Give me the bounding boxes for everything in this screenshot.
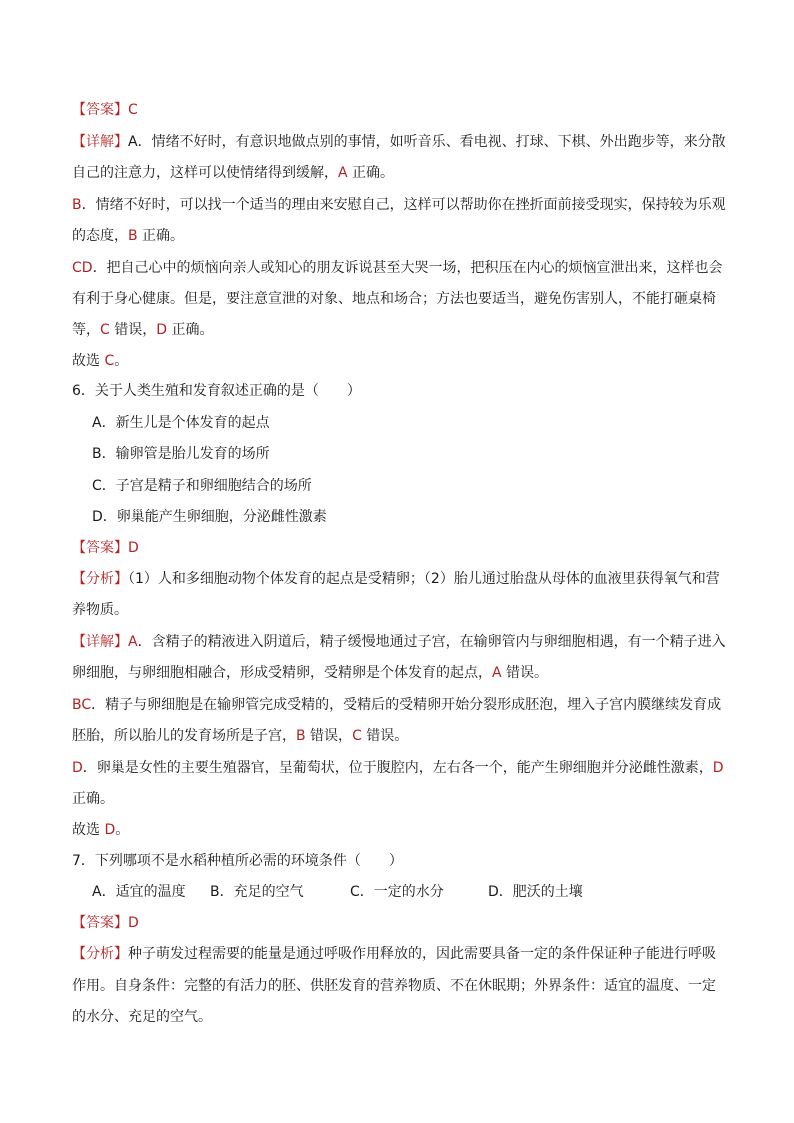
option-text: D．肥沃的土壤 (488, 884, 583, 900)
detail-text: 自己的注意力，这样可以使情绪得到缓解， (72, 165, 338, 181)
detail-tag: 【详解】 (72, 134, 128, 150)
option-letter: C (104, 353, 115, 369)
q6-option-c (92, 476, 312, 496)
detail-tag: 【详解】 (72, 634, 128, 650)
option-letter: CD (72, 260, 93, 276)
q5-detail-line-2 (72, 163, 394, 183)
q5-cd-line-1 (72, 258, 723, 278)
select-text: 。 (115, 822, 130, 838)
option-letter: B (128, 228, 138, 244)
q7-option-d (488, 882, 583, 902)
option-text: A．适宜的温度 (92, 884, 186, 900)
detail-text: ．精子与卵细胞是在输卵管完成受精的，受精后的受精卵开始分裂形成胚泡，埋入子宫内膜继续发育成 (91, 697, 722, 713)
analysis-text: 种子萌发过程需要的能量是通过呼吸作用释放的，因此需要具备一定的条件保证种子能进行呼吸 (128, 946, 716, 962)
option-letter: D (712, 760, 724, 776)
answer-tag: 【答案】 (72, 915, 128, 931)
detail-text: 有利于身心健康。但是，要注意宣泄的对象、地点和场合；方法也要适当，避免伤害别人，不能打砸桌椅 (72, 291, 716, 307)
q7-answer-line (72, 913, 139, 933)
option-text: D．卵巢能产生卵细胞，分泌雌性激素 (92, 509, 327, 525)
q6-detail-line-2 (72, 663, 548, 683)
q6-option-b (92, 444, 270, 464)
option-letter: B (296, 728, 306, 744)
q7-option-c (350, 882, 444, 902)
question-stem: 7．下列哪项不是水稻种植所必需的环境条件（ ） (72, 853, 403, 869)
detail-text: A．情绪不好时，有意识地做点别的事情，如听音乐、看电视、打球、下棋、外出跑步等，来分散 (128, 134, 726, 150)
option-text: C．一定的水分 (350, 884, 444, 900)
analysis-tag: 【分析】 (72, 946, 128, 962)
q6-analysis-line-1 (72, 569, 720, 589)
q6-option-d (92, 507, 327, 527)
select-text: 。 (114, 353, 129, 369)
q6-stem (72, 381, 361, 401)
q6-analysis-line-2 (72, 600, 128, 620)
option-letter: A (128, 634, 138, 650)
q7-analysis-line-1 (72, 944, 716, 964)
analysis-text: 作用。自身条件：完整的有活力的胚、供胚发育的营养物质、不在休眠期；外界条件：适宜的温度、一定 (72, 978, 716, 994)
detail-text: 正确。 (72, 791, 114, 807)
question-stem: 6．关于人类生殖和发育叙述正确的是（ ） (72, 383, 361, 399)
detail-text: 卵细胞，与卵细胞相融合，形成受精卵，受精卵是个体发育的起点， (72, 665, 492, 681)
q6-bc-line-2 (72, 726, 408, 746)
q6-bc-line-1 (72, 695, 721, 715)
option-letter: B (72, 197, 82, 213)
detail-text: 正确。 (347, 165, 395, 181)
option-letter: D (104, 822, 116, 838)
q7-analysis-line-3 (72, 1007, 212, 1027)
answer-value: D (128, 915, 139, 931)
option-letter: C (100, 322, 110, 338)
q6-d-line-1 (72, 758, 724, 778)
option-letter: D (156, 322, 168, 338)
q5-answer-line (72, 100, 138, 120)
select-text: 故选 (72, 353, 105, 369)
detail-text: ．含精子的精液进入阴道后，精子缓慢地通过子宫，在输卵管内与卵细胞相遇，有一个精子进入 (137, 634, 726, 650)
q7-analysis-line-2 (72, 976, 716, 996)
detail-text: 错误， (305, 728, 353, 744)
detail-text: 错误。 (501, 665, 549, 681)
q5-b-line-1 (72, 195, 726, 215)
select-text: 故选 (72, 822, 105, 838)
detail-text: 正确。 (137, 228, 185, 244)
option-text: A．新生儿是个体发育的起点 (92, 415, 270, 431)
option-letter: A (492, 665, 502, 681)
detail-text: 错误。 (361, 728, 409, 744)
detail-text: 胚胎，所以胎儿的发育场所是子宫， (72, 728, 296, 744)
option-letter: BC (72, 697, 92, 713)
option-letter: D (72, 760, 83, 776)
option-letter: A (338, 165, 348, 181)
q7-option-b (210, 882, 304, 902)
detail-text: ．卵巢是女性的主要生殖器官，呈葡萄状，位于腹腔内，左右各一个，能产生卵细胞并分泌雌性激素， (82, 760, 713, 776)
answer-tag: 【答案】 (72, 540, 128, 556)
option-text: B．输卵管是胎儿发育的场所 (92, 446, 270, 462)
q5-b-line-2 (72, 226, 184, 246)
detail-text: 的态度， (72, 228, 128, 244)
q5-cd-line-2 (72, 289, 716, 309)
detail-text: 正确。 (167, 322, 214, 338)
q5-cd-line-3 (72, 320, 213, 340)
q6-detail-line-1 (72, 632, 726, 652)
analysis-text: （1）人和多细胞动物个体发育的起点是受精卵；（2）胎儿通过胎盘从母体的血液里获得氧气和营 (128, 571, 720, 587)
option-text: B．充足的空气 (210, 884, 304, 900)
q7-stem (72, 851, 403, 871)
analysis-tag: 【分析】 (72, 571, 128, 587)
detail-text: 错误， (109, 322, 157, 338)
answer-value: D (128, 540, 139, 556)
q5-select-line (72, 351, 128, 371)
option-letter: C (352, 728, 362, 744)
q6-option-a (92, 413, 270, 433)
q6-answer-line (72, 538, 139, 558)
analysis-text: 养物质。 (72, 602, 128, 618)
analysis-text: 的水分、充足的空气。 (72, 1009, 212, 1025)
detail-text: ．情绪不好时，可以找一个适当的理由来安慰自己，这样可以帮助你在挫折面前接受现实，保持较为乐观 (81, 197, 726, 213)
q6-select-line (72, 820, 129, 840)
answer-tag: 【答案】 (72, 102, 128, 118)
q6-d-line-2 (72, 789, 114, 809)
option-text: C．子宫是精子和卵细胞结合的场所 (92, 478, 312, 494)
q5-detail-line-1 (72, 132, 726, 152)
detail-text: ．把自己心中的烦恼向亲人或知心的朋友诉说甚至大哭一场，把积压在内心的烦恼宣泄出来，这样也会 (92, 260, 723, 276)
q7-option-a (92, 882, 186, 902)
answer-value: C (128, 102, 138, 118)
detail-text: 等， (72, 322, 100, 338)
